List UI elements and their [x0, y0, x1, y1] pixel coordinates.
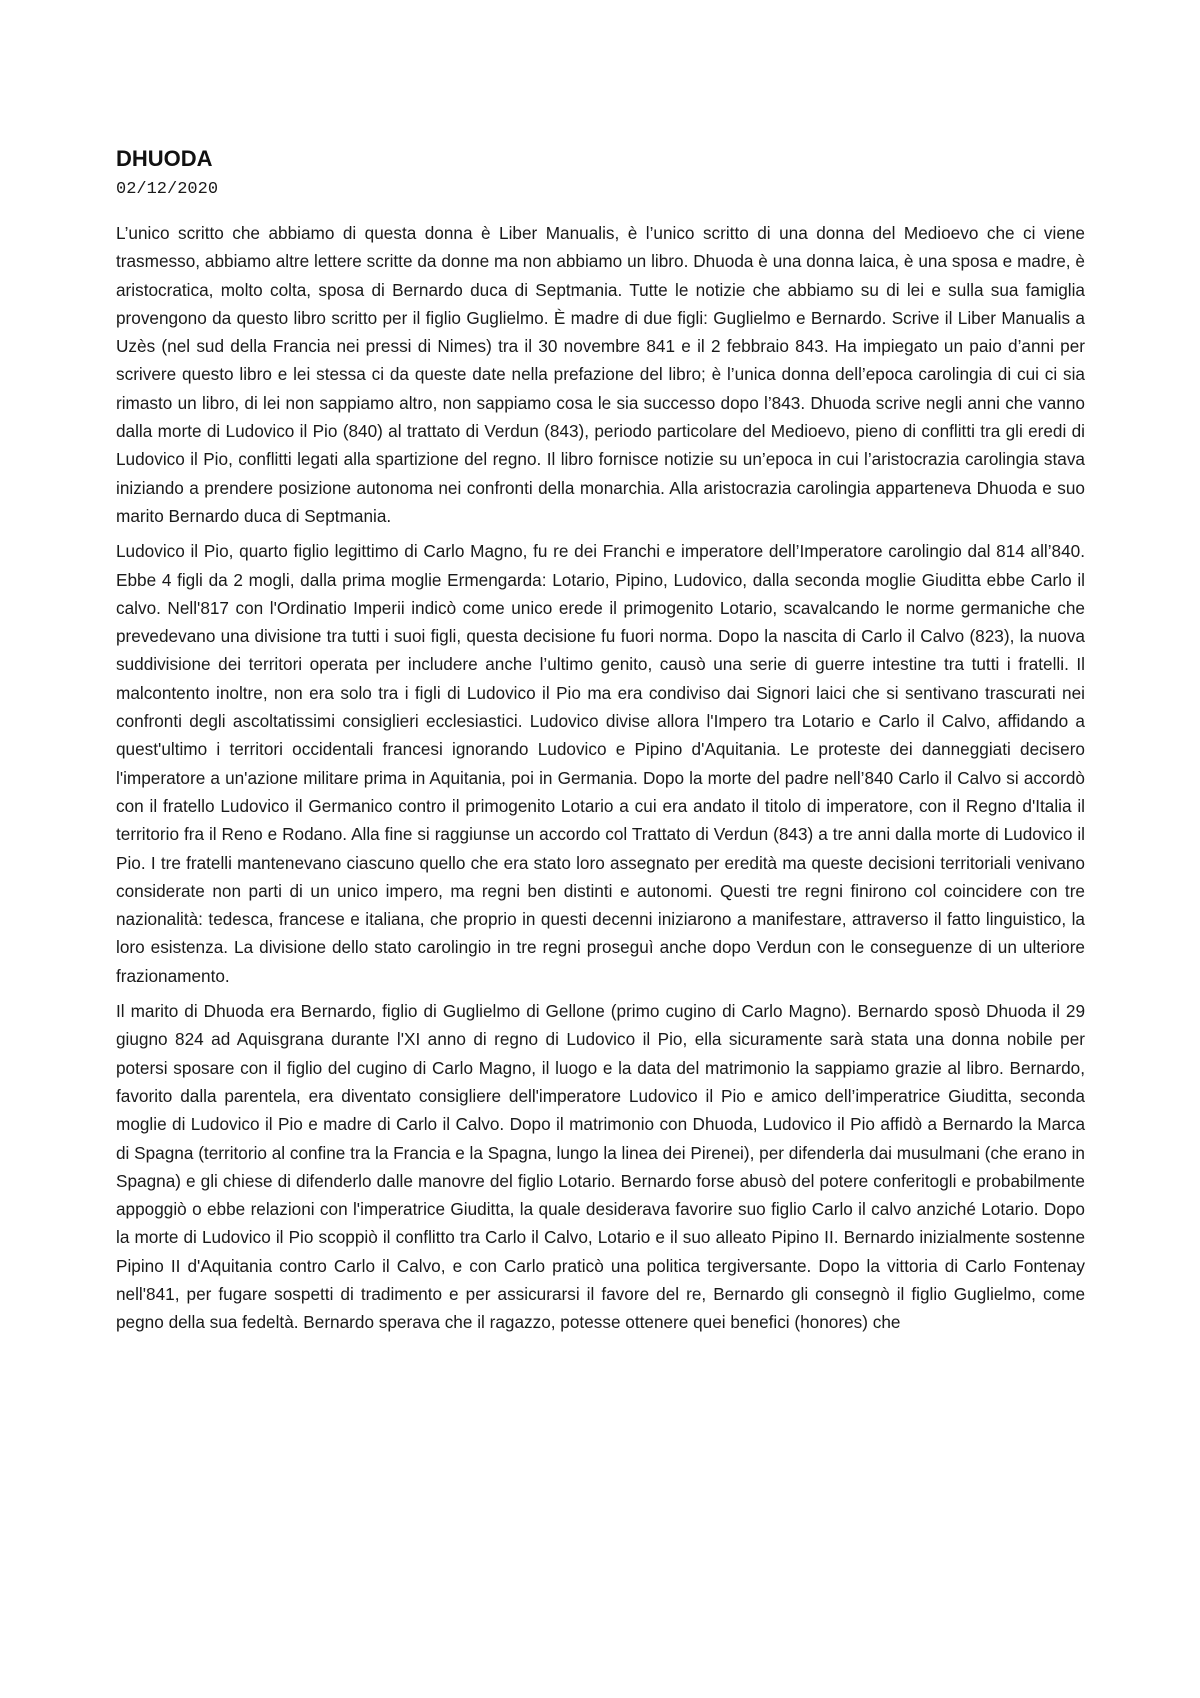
- document-title: DHUODA: [116, 146, 213, 171]
- document-date: 02/12/2020: [116, 180, 219, 199]
- paragraph-2: Ludovico il Pio, quarto figlio legittimo di Carlo Magno, fu re dei Franchi e imperatore dell’Imperatore carolingio dal 814 all’840. Ebbe 4 figli da 2 mogli, dalla prima moglie Ermengarda: Lotario, Pipino, Ludovico, dalla seconda moglie Giuditta ebbe Carlo il calvo. Nell'817 con l'Ordinatio Imperii indicò come unico erede il primogenito Lotario, scavalcando le norme germaniche che prevedevano una divisione tra tutti i suoi figli, questa decisione fu fuori norma. Dopo la nascita di Carlo il Calvo (823), la nuova suddivisione dei territori operata per includere anche l’ultimo genito, causò una serie di guerre intestine tra tutti i fratelli. Il malcontento inoltre, non era solo tra i figli di Ludovico il Pio ma era condiviso dai Signori laici che si sentivano trascurati nei confronti degli ascoltatissimi consiglieri ecclesiastici. Ludovico divise allora l'Impero tra Lotario e Carlo il Calvo, affidando a quest'ultimo i territori occidentali francesi ignorando Ludovico e Pipino d'Aquitania. Le proteste dei danneggiati decisero l'imperatore a un'azione militare prima in Aquitania, poi in Germania. Dopo la morte del padre nell’840 Carlo il Calvo si accordò con il fratello Ludovico il Germanico contro il primogenito Lotario a cui era andato il titolo di imperatore, con il Regno d'Italia il territorio fra il Reno e Rodano. Alla fine si raggiunse un accordo col Trattato di Verdun (843) a tre anni dalla morte di Ludovico il Pio. I tre fratelli mantenevano ciascuno quello che era stato loro assegnato per eredità ma queste decisioni territoriali venivano considerate non parti di un unico impero, ma regni ben distinti e autonomi. Questi tre regni finirono col coincidere con tre nazionalità: tedesca, francese e italiana, che proprio in questi decenni iniziarono a manifestare, attraverso il fatto linguistico, la loro esistenza. La divisione dello stato carolingio in tre regni proseguì anche dopo Verdun con le conseguenze di un ulteriore frazionamento.: [116, 541, 1085, 986]
- paragraph-1: L’unico scritto che abbiamo di questa donna è Liber Manualis, è l’unico scritto di una donna del Medioevo che ci viene trasmesso, abbiamo altre lettere scritte da donne ma non abbiamo un libro. Dhuoda è una donna laica, è una sposa e madre, è aristocratica, molto colta, sposa di Bernardo duca di Septmania. Tutte le notizie che abbiamo su di lei e sulla sua famiglia provengono da questo libro scritto per il figlio Guglielmo. È madre di due figli: Guglielmo e Bernardo. Scrive il Liber Manualis a Uzès (nel sud della Francia nei pressi di Nimes) tra il 30 novembre 841 e il 2 febbraio 843. Ha impiegato un paio d’anni per scrivere questo libro e lei stessa ci da queste date nella prefazione del libro; è l’unica donna dell’epoca carolingia di cui ci sia rimasto un libro, di lei non sappiamo altro, non sappiamo cosa le sia successo dopo l’843. Dhuoda scrive negli anni che vanno dalla morte di Ludovico il Pio (840) al trattato di Verdun (843), periodo particolare del Medioevo, pieno di conflitti tra gli eredi di Ludovico il Pio, conflitti legati alla spartizione del regno. Il libro fornisce notizie su un’epoca in cui l’aristocrazia carolingia stava iniziando a prendere posizione autonoma nei confronti della monarchia. Alla aristocrazia carolingia apparteneva Dhuoda e suo marito Bernardo duca di Septmania.: [116, 223, 1085, 526]
- paragraph-3: Il marito di Dhuoda era Bernardo, figlio di Guglielmo di Gellone (primo cugino di Carlo Magno). Bernardo sposò Dhuoda il 29 giugno 824 ad Aquisgrana durante l'XI anno di regno di Ludovico il Pio, ella sicuramente sarà stata una donna nobile per potersi sposare con il figlio del cugino di Carlo Magno, il luogo e la data del matrimonio la sappiamo grazie al libro. Bernardo, favorito dalla parentela, era diventato consigliere dell'imperatore Ludovico il Pio e amico dell’imperatrice Giuditta, seconda moglie di Ludovico il Pio e madre di Carlo il Calvo. Dopo il matrimonio con Dhuoda, Ludovico il Pio affidò a Bernardo la Marca di Spagna (territorio al confine tra la Francia e la Spagna, lungo la linea dei Pirenei), per difenderla dai musulmani (che erano in Spagna) e gli chiese di difenderlo dalle manovre del figlio Lotario. Bernardo forse abusò del potere conferitogli e probabilmente appoggiò o ebbe relazioni con l'imperatrice Giuditta, la quale desiderava favorire suo figlio Carlo il calvo anziché Lotario. Dopo la morte di Ludovico il Pio scoppiò il conflitto tra Carlo il Calvo, Lotario e il suo alleato Pipino II. Bernardo inizialmente sostenne Pipino II d'Aquitania contro Carlo il Calvo, e con Carlo praticò una politica tergiversante. Dopo la vittoria di Carlo Fontenay nell'841, per fugare sospetti di tradimento e per assicurarsi il favore del re, Bernardo gli consegnò il figlio Guglielmo, come pegno della sua fedeltà. Bernardo sperava che il ragazzo, potesse ottenere quei benefici (honores) che: [116, 1001, 1085, 1333]
